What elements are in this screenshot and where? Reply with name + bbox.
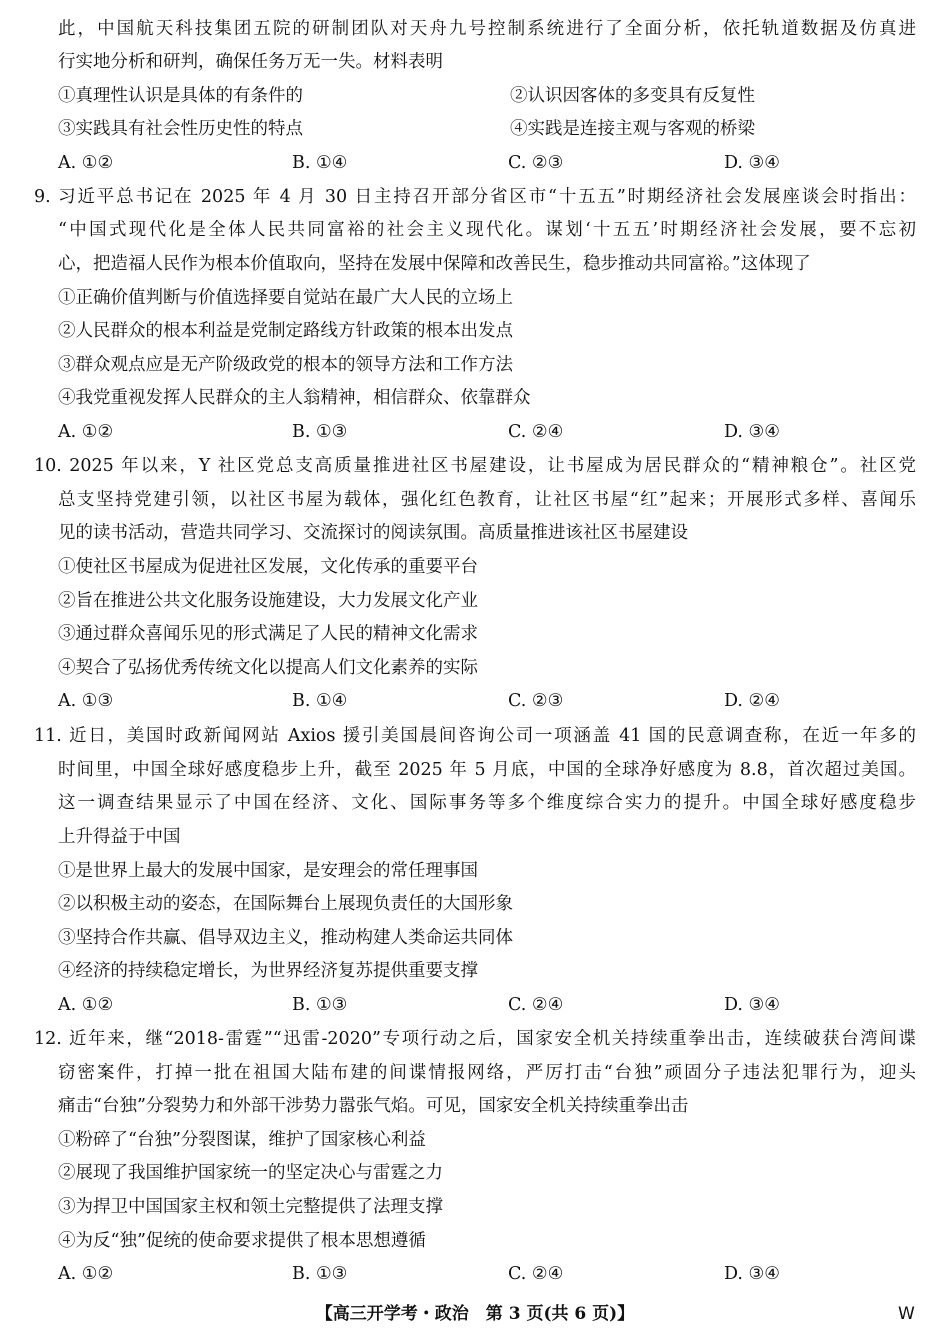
q11-choice-b: B. ①③ [292, 995, 348, 1015]
q11-statement-1: ①是世界上最大的发展中国家，是安理会的常任理事国 [58, 861, 478, 881]
intro-line-2: 行实地分析和研判，确保任务万无一失。材料表明 [58, 52, 443, 72]
intro-statement-2: ②认识因客体的多变具有反复性 [510, 86, 755, 106]
q11-line-4: 上升得益于中国 [58, 827, 181, 847]
q11-statement-2: ②以积极主动的姿态，在国际舞台上展现负责任的大国形象 [58, 894, 513, 914]
q9-line-1: 9. 习近平总书记在 2025 年 4 月 30 日主持召开部分省区市“十五五”时期经济社会发展座谈会时指出： [34, 187, 916, 207]
q9-statement-2: ②人民群众的根本利益是党制定路线方针政策的根本出发点 [58, 321, 513, 341]
q9-choice-b: B. ①③ [292, 422, 348, 442]
q9-choice-d: D. ③④ [724, 422, 780, 442]
q12-line-1: 12. 近年来，继“2018-雷霆”“迅雷-2020”专项行动之后，国家安全机关持续重拳出击，连续破获台湾间谍 [34, 1029, 916, 1049]
q9-line-3: 心，把造福人民作为根本价值取向，坚持在发展中保障和改善民生，稳步推动共同富裕。”这体现了 [58, 254, 811, 274]
q12-line-3: 痛击“台独”分裂势力和外部干涉势力嚣张气焰。可见，国家安全机关持续重拳出击 [58, 1096, 689, 1116]
q10-statement-2: ②旨在推进公共文化服务设施建设，大力发展文化产业 [58, 591, 478, 611]
q12-choice-a: A. ①② [58, 1264, 114, 1284]
intro-statement-4: ④实践是连接主观与客观的桥梁 [510, 119, 755, 139]
q11-line-2: 时间里，中国全球好感度稳步上升，截至 2025 年 5 月底，中国的全球净好感度为 8.8，首次超过美国。 [58, 760, 916, 780]
intro-choice-d: D. ③④ [724, 153, 780, 173]
q9-statement-3: ③群众观点应是无产阶级政党的根本的领导方法和工作方法 [58, 355, 513, 375]
q10-choice-d: D. ②④ [724, 691, 780, 711]
q10-statement-1: ①使社区书屋成为促进社区发展，文化传承的重要平台 [58, 557, 478, 577]
intro-line-1: 此，中国航天科技集团五院的研制团队对天舟九号控制系统进行了全面分析，依托轨道数据及仿真进 [58, 19, 916, 39]
intro-choice-a: A. ①② [58, 153, 114, 173]
page-footer [0, 1300, 950, 1330]
q9-choice-a: A. ①② [58, 422, 114, 442]
q9-line-2: “中国式现代化是全体人民共同富裕的社会主义现代化。谋划‘十五五’时期经济社会发展，要不忘初 [58, 220, 916, 240]
q10-choice-a: A. ①③ [58, 691, 114, 711]
q9-statement-1: ①正确价值判断与价值选择要自觉站在最广大人民的立场上 [58, 288, 513, 308]
q10-statement-3: ③通过群众喜闻乐见的形式满足了人民的精神文化需求 [58, 624, 478, 644]
intro-statement-1: ①真理性认识是具体的有条件的 [58, 86, 303, 106]
intro-choice-c: C. ②③ [508, 153, 564, 173]
q10-choice-b: B. ①④ [292, 691, 348, 711]
q12-statement-4: ④为反“独”促统的使命要求提供了根本思想遵循 [58, 1231, 426, 1251]
q11-choice-c: C. ②④ [508, 995, 564, 1015]
footer-page-info: 【高三开学考・政治 第 3 页(共 6 页)】 [315, 1304, 635, 1324]
q12-choice-c: C. ②④ [508, 1264, 564, 1284]
q9-statement-4: ④我党重视发挥人民群众的主人翁精神，相信群众、依靠群众 [58, 388, 531, 408]
q12-line-2: 窃密案件，打掉一批在祖国大陆布建的间谍情报网络，严厉打击“台独”顽固分子违法犯罪行为，迎头 [58, 1063, 916, 1083]
q12-statement-1: ①粉碎了“台独”分裂图谋，维护了国家核心利益 [58, 1130, 426, 1150]
q11-line-1: 11. 近日，美国时政新闻网站 Axios 援引美国晨间咨询公司一项涵盖 41 国的民意调查称，在近一年多的 [34, 726, 916, 746]
q12-choice-d: D. ③④ [724, 1264, 780, 1284]
q11-statement-4: ④经济的持续稳定增长，为世界经济复苏提供重要支撑 [58, 961, 478, 981]
q12-statement-2: ②展现了我国维护国家统一的坚定决心与雷霆之力 [58, 1163, 443, 1183]
q11-choice-a: A. ①② [58, 995, 114, 1015]
q10-line-1: 10. 2025 年以来，Y 社区党总支高质量推进社区书屋建设，让书屋成为居民群众的“精神粮仓”。社区党 [34, 456, 916, 476]
q12-choice-b: B. ①③ [292, 1264, 348, 1284]
q10-statement-4: ④契合了弘扬优秀传统文化以提高人们文化素养的实际 [58, 658, 478, 678]
q10-line-3: 见的读书活动，营造共同学习、交流探讨的阅读氛围。高质量推进该社区书屋建设 [58, 523, 688, 543]
q11-line-3: 这一调查结果显示了中国在经济、文化、国际事务等多个维度综合实力的提升。中国全球好感度稳步 [58, 793, 916, 813]
q12-statement-3: ③为捍卫中国国家主权和领土完整提供了法理支撑 [58, 1197, 443, 1217]
q11-choice-d: D. ③④ [724, 995, 780, 1015]
q10-line-2: 总支坚持党建引领，以社区书屋为载体，强化红色教育，让社区书屋“红”起来；开展形式多样、喜闻乐 [58, 490, 916, 510]
q10-choice-c: C. ②③ [508, 691, 564, 711]
q9-choice-c: C. ②④ [508, 422, 564, 442]
footer-version-mark: W [898, 1304, 915, 1324]
q11-statement-3: ③坚持合作共赢、倡导双边主义，推动构建人类命运共同体 [58, 928, 513, 948]
intro-choice-b: B. ①④ [292, 153, 348, 173]
intro-statement-3: ③实践具有社会性历史性的特点 [58, 119, 303, 139]
